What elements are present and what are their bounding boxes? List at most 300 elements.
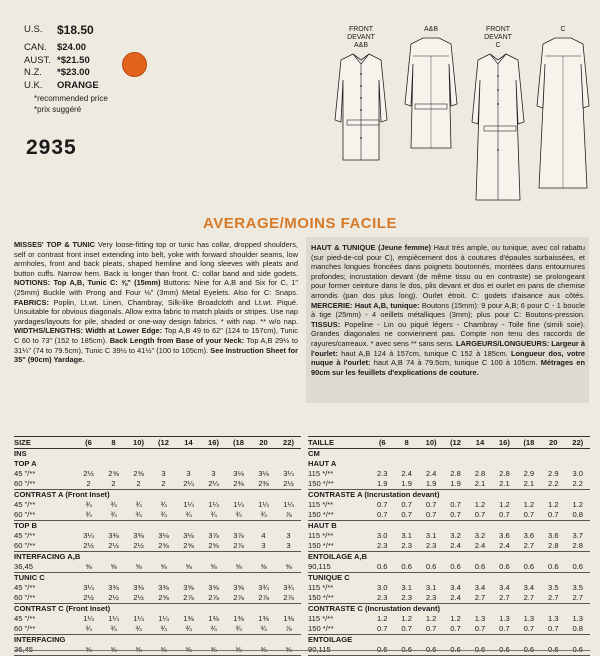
table-cell: 2⅞	[183, 593, 194, 602]
table-cell: 0.7	[376, 510, 388, 519]
desc-text: haut A,B 74 à 79.5cm, tunique C 100 à 105cm.	[370, 358, 541, 368]
table-cell: ⅝	[210, 562, 217, 571]
size-header-cell: 22)	[572, 437, 584, 447]
table-cell: 3.4	[523, 583, 535, 592]
table-section-row	[14, 449, 301, 459]
table-cell: 0.7	[425, 624, 437, 633]
row-label: 90,115	[308, 562, 331, 571]
table-cell: ⅝	[285, 562, 292, 571]
price-value: $24.00	[57, 42, 87, 54]
price-row	[24, 42, 108, 54]
table-cell: 1.2	[499, 500, 510, 509]
table-cell: 2.3	[425, 593, 437, 602]
view-back-c	[535, 26, 591, 216]
table-cell: 0.7	[425, 500, 437, 509]
view-label: A&B	[423, 26, 438, 33]
table-cell: 2½	[83, 541, 94, 550]
description-english	[14, 240, 298, 365]
difficulty-heading: AVERAGE/MOINS FACILE	[203, 215, 397, 232]
size-header-label: SIZE	[14, 437, 31, 447]
table-row	[308, 593, 590, 604]
table-cell: 3.2	[474, 531, 486, 540]
table-cell: 0.6	[425, 645, 437, 654]
size-header-cell: (6	[378, 437, 386, 447]
price-value: *$23.00	[57, 67, 90, 79]
table-cell: 3⅜	[133, 531, 144, 540]
size-header-cell: 16)	[208, 437, 219, 447]
table-cell: 2.1	[499, 479, 510, 488]
table-row	[14, 624, 301, 635]
table-cell: 2⅞	[283, 593, 294, 602]
table-cell: ⅝	[135, 562, 142, 571]
row-label: 150 */**	[308, 593, 334, 602]
table-row	[308, 469, 590, 479]
table-cell: 3.5	[548, 583, 559, 592]
table-cell: 0.7	[401, 500, 412, 509]
size-header-row	[14, 436, 301, 449]
table-cell: 0.7	[450, 510, 461, 519]
table-cell: 2⅜	[258, 479, 269, 488]
table-row	[308, 510, 590, 521]
table-cell: 2.7	[523, 593, 535, 602]
row-label: 115 */**	[308, 583, 334, 592]
table-cell: 2.8	[474, 469, 486, 478]
table-cell: 2⅜	[233, 479, 244, 488]
table-cell: 2⅝	[183, 541, 194, 550]
table-cell: 1.2	[523, 500, 535, 509]
table-cell: 3.7	[572, 531, 583, 540]
table-cell: 2.3	[376, 541, 388, 550]
table-cell: ⅝	[185, 562, 192, 571]
table-section-row	[308, 459, 590, 469]
recommended-note-fr: *prix suggéré	[34, 105, 82, 115]
table-cell: 1.9	[376, 479, 388, 488]
table-cell: ¾	[160, 510, 167, 519]
table-cell: 3⅛	[258, 469, 269, 478]
table-cell: 2½	[83, 469, 94, 478]
view-label: A&B	[353, 42, 368, 49]
table-cell: 2.2	[548, 479, 559, 488]
table-cell: ¾	[185, 624, 192, 633]
table-cell: ⅝	[260, 562, 267, 571]
table-cell: 2⅝	[158, 541, 169, 550]
table-cell: 1.9	[450, 479, 461, 488]
price-row	[24, 80, 108, 92]
table-row	[14, 500, 301, 510]
table-cell: ¾	[235, 510, 242, 519]
table-cell: 2.1	[523, 479, 535, 488]
table-cell: 1¼	[158, 614, 169, 623]
pattern-number: 2935	[26, 136, 77, 159]
table-cell: 4	[261, 531, 266, 540]
table-cell: 3¾	[283, 583, 294, 592]
table-cell: ¾	[110, 624, 117, 633]
table-cell: 3⅜	[158, 583, 169, 592]
table-cell: 3.0	[376, 583, 388, 592]
table-cell: 0.6	[523, 562, 535, 571]
table-cell: 1.2	[401, 614, 412, 623]
table-cell: ¾	[160, 500, 167, 509]
table-cell: 3.0	[572, 469, 583, 478]
table-cell: 2.3	[425, 541, 437, 550]
table-cell: 0.6	[450, 562, 461, 571]
row-label: 60 "/**	[14, 510, 36, 519]
size-header-cell: 22)	[283, 437, 294, 447]
table-row	[14, 510, 301, 521]
desc-text: Haut très ample, ou tunique, avec col rabattu (sur pied-de-col pour C), empiècement dos à coutures d'épaules surbaissées, et manches longues froncées dans poignets boutonnés, montées dans entournures profondes; incrustation devant (de même tissu ou en contraste) se prolongeant pour former ceinture dans le dos, plis devant et dos et ourlet en pans de chemise arrondis (pan dos plus long). Ourlet étroit. C: godets d'aisance aux côtés.	[311, 243, 585, 300]
row-label: 60 "/**	[14, 479, 36, 488]
table-cell: 2.7	[499, 593, 510, 602]
table-cell: 1¼	[283, 500, 294, 509]
table-cell: ¾	[135, 500, 142, 509]
widths-label: WIDTHS/LENGTHS: Width at Lower Edge:	[14, 326, 163, 336]
table-cell: 0.6	[425, 562, 437, 571]
table-cell: ⅝	[135, 645, 142, 654]
table-cell: ¾	[110, 510, 117, 519]
table-cell: ¾	[85, 500, 92, 509]
table-cell: 0.6	[499, 562, 510, 571]
table-cell: 1.3	[474, 614, 486, 623]
table-cell: 1.3	[499, 614, 510, 623]
table-row	[308, 531, 590, 541]
table-cell: 2⅝	[208, 541, 219, 550]
table-cell: ¾	[160, 624, 167, 633]
table-section-row	[308, 490, 590, 500]
table-cell: 2.7	[523, 541, 535, 550]
table-cell: 0.7	[523, 624, 535, 633]
row-label: 150 */**	[308, 510, 334, 519]
table-cell: 3¾	[258, 583, 269, 592]
table-section-row	[308, 573, 590, 583]
table-section-row	[308, 521, 590, 531]
table-cell: 3⅛	[233, 469, 244, 478]
view-label: FRONT	[485, 26, 511, 33]
table-cell: 2.4	[499, 541, 510, 550]
table-cell: 3⅜	[108, 531, 119, 540]
desc-text: Poplin, Lt.wt. Linen, Chambray, Silk-like Broadcloth and Lt.wt. Piqué. Unsuitable for obvious diagonals. Allow extra fabric to match plaids or stripes. Use nap yardages/layouts for pile, shaded or one-way design fabrics. * with nap. ** w/o nap.	[14, 297, 298, 326]
table-cell: 2	[86, 479, 91, 488]
desc-text: Boutons (15mm): 9 pour A,B; 6 pour C - 1 boucle à tige (25mm) - 4 oeillets métalliques (3mm); plus pour C: Boutons-pression.	[311, 300, 585, 320]
table-cell: 1⅜	[283, 614, 294, 623]
price-country: AUST.	[24, 54, 51, 66]
table-cell: 3	[286, 541, 291, 550]
description-french	[306, 237, 589, 403]
table-cell: 2.9	[548, 469, 559, 478]
table-cell: 2.7	[474, 593, 486, 602]
price-value: $18.50	[57, 23, 94, 37]
table-cell: 0.7	[548, 624, 559, 633]
table-cell: 3.1	[401, 583, 412, 592]
table-cell: 0.7	[401, 510, 412, 519]
row-label: 60 "/**	[14, 624, 36, 633]
price-country: U.K.	[24, 79, 43, 91]
table-row	[308, 479, 590, 490]
table-cell: 2⅝	[158, 593, 169, 602]
table-cell: ⅝	[85, 562, 92, 571]
table-cell: 2.7	[548, 593, 559, 602]
table-cell: 0.8	[572, 510, 583, 519]
shirt-front-ab-drawing	[333, 50, 389, 190]
table-cell: 0.7	[401, 624, 412, 633]
desc-text: Top A,B 29½ to 31¼" (74 to 79.5cm), Tunic C 39½ to 41½" (100 to 105cm).	[14, 335, 298, 355]
table-cell: 1¼	[108, 614, 119, 623]
table-cell: 3⅝	[233, 583, 244, 592]
table-row	[14, 593, 301, 604]
table-cell: 1⅜	[233, 614, 244, 623]
table-cell: 2½	[108, 541, 119, 550]
table-cell: 2.4	[474, 541, 486, 550]
view-label: FRONT	[348, 26, 374, 33]
table-cell: 0.6	[401, 645, 412, 654]
table-cell: 2.9	[523, 469, 535, 478]
table-cell: 0.6	[572, 645, 583, 654]
row-label: INS	[14, 449, 27, 458]
table-cell: 1.3	[572, 614, 583, 623]
table-row	[14, 562, 301, 573]
table-row	[14, 583, 301, 593]
table-cell: 1.2	[376, 614, 388, 623]
table-cell: 3	[161, 469, 166, 478]
table-cell: 0.7	[548, 510, 559, 519]
price-list	[24, 24, 108, 114]
table-cell: 1.2	[572, 500, 583, 509]
desc-text: Very loose-fitting top or tunic has collar, dropped shoulders, self or contrast front inset extending into belt, yoke with forward shoulder seams, low armholes, front and back pleats, shaped hemline and long sleeves with pleats and button cuffs. Narrow hem. Back is longer than front. C: collar band and side godets.	[14, 240, 298, 278]
table-cell: 2½	[108, 593, 119, 602]
table-cell: 0.6	[548, 645, 559, 654]
row-label: 150 */**	[308, 479, 334, 488]
row-label: 45 "/**	[14, 583, 36, 592]
table-section-row	[14, 573, 301, 583]
row-label: 90,115	[308, 645, 331, 654]
size-header-cell: (18	[523, 437, 535, 447]
table-cell: 2⅝	[108, 469, 119, 478]
table-cell: ⅝	[210, 645, 217, 654]
view-label: C	[560, 26, 566, 33]
table-cell: 2⅞	[208, 593, 219, 602]
table-cell: 2	[136, 479, 141, 488]
table-cell: 1.9	[401, 479, 412, 488]
shirt-back-ab-drawing	[403, 34, 459, 174]
table-cell: 0.6	[474, 645, 486, 654]
table-cell: 0.7	[474, 624, 486, 633]
table-cell: 0.7	[376, 624, 388, 633]
table-cell: ¾	[185, 510, 192, 519]
table-row	[308, 562, 590, 573]
table-cell: 1.3	[548, 614, 559, 623]
row-label: INTERFACING A,B	[14, 552, 81, 561]
table-cell: ⅞	[285, 624, 292, 633]
table-cell: 3.0	[376, 531, 388, 540]
table-cell: 0.7	[376, 500, 388, 509]
table-cell: ¾	[85, 624, 92, 633]
table-row	[308, 500, 590, 510]
table-cell: 2½	[83, 593, 94, 602]
table-cell: 3.4	[499, 583, 510, 592]
row-label: 115 */**	[308, 469, 334, 478]
table-cell: 0.7	[499, 624, 510, 633]
table-cell: ⅝	[285, 645, 292, 654]
row-label: 60 "/**	[14, 541, 36, 550]
desc-title: MISSES' TOP & TUNIC	[14, 240, 96, 249]
table-cell: 3	[211, 469, 216, 478]
table-section-row	[14, 459, 301, 469]
table-section-row	[308, 604, 590, 614]
table-cell: 3.1	[425, 583, 437, 592]
size-header-label: TAILLE	[308, 437, 335, 447]
table-cell: 3.5	[572, 583, 583, 592]
row-label: ENTOILAGE	[308, 635, 353, 644]
row-label: HAUT B	[308, 521, 337, 530]
table-cell: 0.6	[376, 645, 388, 654]
table-cell: 1.2	[474, 500, 486, 509]
table-cell: 2.4	[425, 469, 437, 478]
tunic-back-c-drawing	[535, 34, 591, 194]
table-cell: ¾	[135, 624, 142, 633]
table-cell: ⅝	[110, 562, 117, 571]
view-back-ab	[403, 26, 459, 216]
table-cell: 1.3	[523, 614, 535, 623]
price-value: *$21.50	[57, 54, 90, 66]
table-cell: 2.8	[572, 541, 583, 550]
row-label: 45 "/**	[14, 531, 36, 540]
row-label: CONTRASTE C (Incrustation devant)	[308, 604, 441, 613]
table-cell: 3⅛	[158, 531, 169, 540]
table-section-row	[308, 449, 590, 459]
table-cell: 0.6	[523, 645, 535, 654]
table-cell: 1.2	[425, 614, 437, 623]
desc-text: Buttons: Nine for A,B and Six for C, 1" (25mm) Buckle with Prong and Four ⅛" (3mm) Metal Eyelets. Also for C: Snaps.	[14, 278, 298, 297]
table-cell: 1¼	[133, 614, 144, 623]
price-country: N.Z.	[24, 67, 42, 79]
size-header-cell: 10)	[133, 437, 144, 447]
table-row	[308, 624, 590, 635]
price-row	[24, 24, 108, 36]
table-cell: 3⅜	[133, 583, 144, 592]
row-label: 45 "/**	[14, 469, 36, 478]
table-cell: 3⅞	[233, 531, 244, 540]
table-cell: 2.4	[450, 541, 461, 550]
table-cell: 3¼	[83, 583, 94, 592]
table-cell: 2.3	[401, 541, 412, 550]
table-cell: 2	[161, 479, 166, 488]
row-label: INTERFACING	[14, 635, 66, 644]
row-label: 115 */**	[308, 500, 334, 509]
size-header-cell: (12	[450, 437, 462, 447]
table-cell: 2.3	[401, 593, 412, 602]
table-section-row	[14, 521, 301, 531]
recommended-note: *recommended price	[34, 94, 108, 104]
back-length-label: Back Length from Base of your Neck:	[109, 335, 245, 345]
size-header-cell: 20	[259, 437, 268, 447]
table-cell: ¾	[235, 624, 242, 633]
table-cell: 3	[261, 541, 266, 550]
table-section-row	[14, 552, 301, 562]
table-cell: 3⅝	[208, 583, 219, 592]
view-label: DEVANT	[347, 34, 375, 41]
table-cell: 0.7	[499, 510, 510, 519]
size-header-cell: 8	[111, 437, 116, 447]
row-label: CONTRAST A (Front Inset)	[14, 490, 110, 499]
table-cell: ⅝	[235, 562, 242, 571]
row-label: 36,45	[14, 645, 34, 654]
table-cell: ⅝	[85, 645, 92, 654]
table-cell: ⅝	[260, 645, 267, 654]
bottom-rule	[14, 650, 590, 651]
table-row	[14, 531, 301, 541]
row-label: TOP A	[14, 459, 37, 468]
table-cell: 0.6	[572, 562, 583, 571]
table-cell: 3⅜	[108, 583, 119, 592]
table-row	[14, 541, 301, 552]
size-header-cell: 10)	[425, 437, 437, 447]
see-instructions: See Instruction Sheet for 35" (90cm) Yardage.	[14, 345, 298, 365]
table-row	[308, 541, 590, 552]
table-cell: 1.2	[548, 500, 559, 509]
table-cell: 1⅜	[183, 614, 194, 623]
yardage-table-cm	[308, 436, 590, 656]
row-label: 115 */**	[308, 614, 334, 623]
row-label: TOP B	[14, 521, 37, 530]
table-cell: 2⅞	[258, 593, 269, 602]
longueur-label: Longueur dos, votre nuque à l'ourlet:	[311, 348, 585, 368]
row-label: 60 "/**	[14, 593, 36, 602]
table-cell: 3	[286, 531, 291, 540]
table-cell: 0.7	[474, 510, 486, 519]
table-cell: 1¼	[233, 500, 244, 509]
table-cell: 1¼	[258, 500, 269, 509]
view-label: DEVANT	[484, 34, 512, 41]
table-cell: 0.7	[425, 510, 437, 519]
row-label: 45 "/**	[14, 500, 36, 509]
table-cell: 2.4	[450, 593, 461, 602]
table-cell: 0.6	[376, 562, 388, 571]
table-cell: 2.7	[572, 593, 583, 602]
notions-label: NOTIONS: Top A,B, Tunic C: ⅝" (15mm)	[14, 278, 161, 288]
table-cell: 0.7	[523, 510, 535, 519]
row-label: CONTRASTE A (Incrustation devant)	[308, 490, 440, 499]
table-cell: ⅝	[185, 645, 192, 654]
price-row	[24, 55, 108, 67]
table-cell: ¾	[260, 510, 267, 519]
row-label: TUNIQUE C	[308, 573, 350, 582]
size-header-cell: 14	[184, 437, 193, 447]
table-cell: ¾	[210, 624, 217, 633]
table-cell: 2.2	[572, 479, 583, 488]
largeurs-label: LARGEURS/LONGUEURS: Largeur à l'ourlet:	[311, 338, 585, 358]
table-cell: 1¼	[183, 500, 194, 509]
table-cell: 3¼	[283, 469, 294, 478]
row-label: TUNIC C	[14, 573, 45, 582]
table-cell: 3.6	[548, 531, 559, 540]
price-country: CAN.	[24, 42, 47, 54]
size-header-row	[308, 436, 590, 449]
table-cell: 3⅝	[183, 583, 194, 592]
table-cell: 2	[111, 479, 116, 488]
table-cell: 2.1	[474, 479, 486, 488]
table-cell: ¾	[260, 624, 267, 633]
table-cell: 1¼	[208, 500, 219, 509]
table-cell: 2.3	[376, 593, 388, 602]
row-label: 36,45	[14, 562, 34, 571]
size-header-cell: 20	[549, 437, 558, 447]
table-cell: 2.8	[499, 469, 510, 478]
tissus-label: TISSUS:	[311, 319, 341, 329]
table-cell: 2⅝	[133, 469, 144, 478]
table-cell: 0.7	[450, 500, 461, 509]
table-cell: 2¼	[183, 479, 194, 488]
table-cell: ⅝	[110, 645, 117, 654]
view-front-c	[470, 26, 526, 216]
